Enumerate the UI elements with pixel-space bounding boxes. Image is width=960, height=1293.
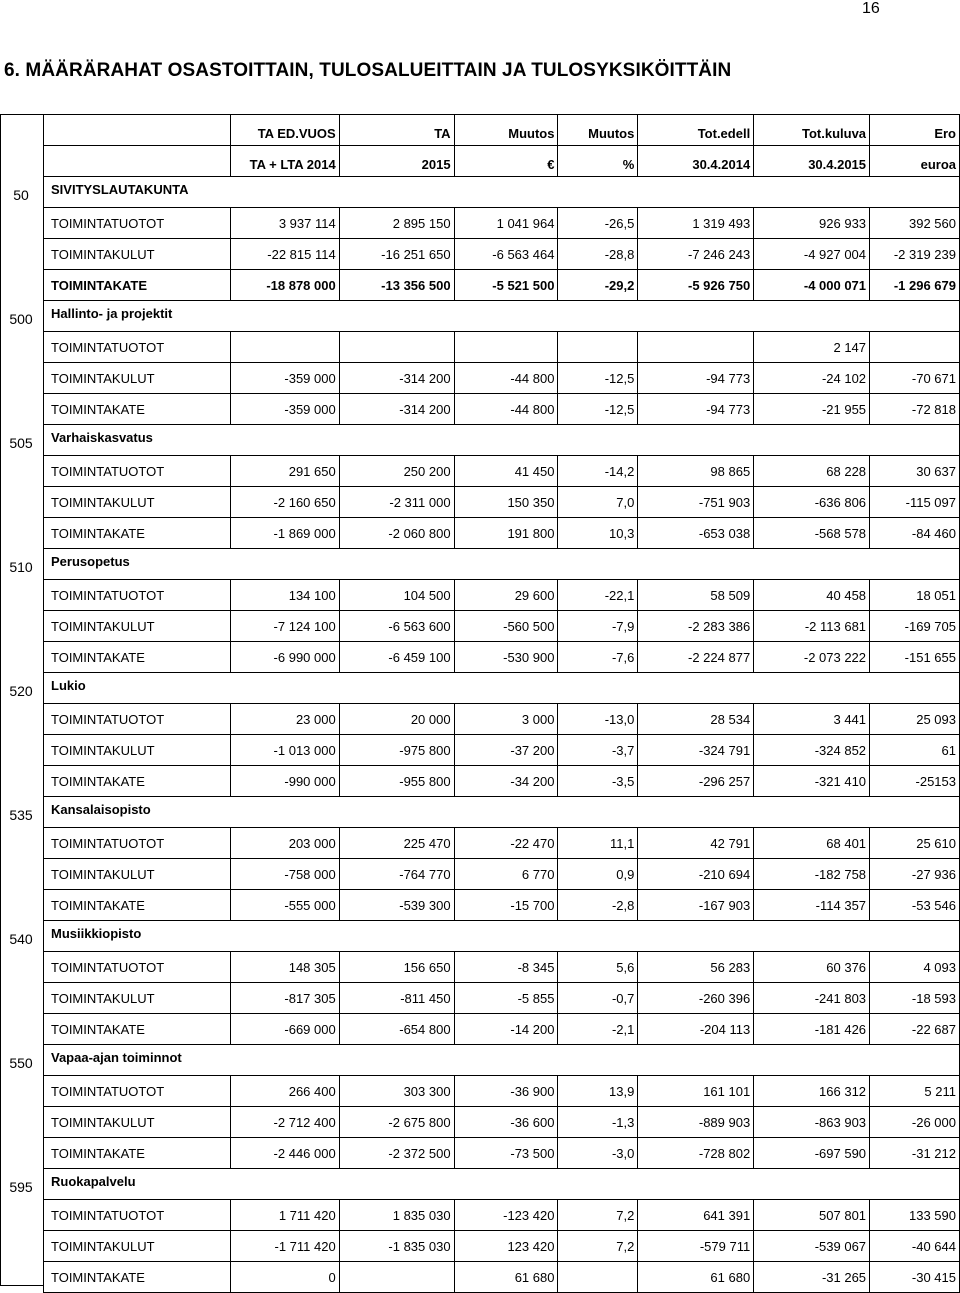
header-cell: 2015 bbox=[339, 146, 454, 177]
row-label: TOIMINTAKULUT bbox=[44, 611, 231, 642]
cell-ero: -25153 bbox=[870, 766, 960, 797]
cell-tot-edell: 641 391 bbox=[638, 1200, 754, 1231]
cell-ero: -72 818 bbox=[870, 394, 960, 425]
header-cell bbox=[44, 146, 231, 177]
table-row bbox=[44, 1014, 960, 1045]
section-row bbox=[44, 301, 960, 332]
cell-ero: 61 bbox=[870, 735, 960, 766]
row-label: TOIMINTATUOTOT bbox=[44, 208, 231, 239]
cell-ta-ed-vuos: -990 000 bbox=[230, 766, 339, 797]
cell-muutos-pct: -0,7 bbox=[558, 983, 638, 1014]
cell-tot-kuluva: 926 933 bbox=[754, 208, 870, 239]
cell-ta: -975 800 bbox=[339, 735, 454, 766]
row-label: TOIMINTAKULUT bbox=[44, 239, 231, 270]
cell-tot-kuluva: -568 578 bbox=[754, 518, 870, 549]
row-label: TOIMINTAKATE bbox=[44, 270, 231, 301]
row-label: TOIMINTATUOTOT bbox=[44, 1200, 231, 1231]
unit-code: 500 bbox=[9, 311, 33, 327]
cell-tot-edell: -296 257 bbox=[638, 766, 754, 797]
cell-ero: -53 546 bbox=[870, 890, 960, 921]
cell-muutos-eur: -560 500 bbox=[454, 611, 558, 642]
cell-ta: -654 800 bbox=[339, 1014, 454, 1045]
cell-tot-edell bbox=[638, 332, 754, 363]
cell-muutos-eur bbox=[454, 332, 558, 363]
budget-table bbox=[43, 114, 960, 1293]
cell-muutos-eur: -34 200 bbox=[454, 766, 558, 797]
table-row bbox=[44, 270, 960, 301]
section-name: Perusopetus bbox=[44, 549, 960, 580]
cell-ta-ed-vuos: 203 000 bbox=[230, 828, 339, 859]
cell-tot-edell: -167 903 bbox=[638, 890, 754, 921]
row-label: TOIMINTAKULUT bbox=[44, 983, 231, 1014]
row-label: TOIMINTATUOTOT bbox=[44, 332, 231, 363]
cell-ero: 25 610 bbox=[870, 828, 960, 859]
cell-ta: -6 563 600 bbox=[339, 611, 454, 642]
table-row bbox=[44, 1138, 960, 1169]
cell-tot-edell: 161 101 bbox=[638, 1076, 754, 1107]
section-name: Lukio bbox=[44, 673, 960, 704]
table-row bbox=[44, 983, 960, 1014]
section-row bbox=[44, 549, 960, 580]
cell-muutos-eur: -44 800 bbox=[454, 363, 558, 394]
cell-tot-kuluva: 507 801 bbox=[754, 1200, 870, 1231]
cell-muutos-eur: -14 200 bbox=[454, 1014, 558, 1045]
cell-ta: -1 835 030 bbox=[339, 1231, 454, 1262]
cell-ta-ed-vuos: -669 000 bbox=[230, 1014, 339, 1045]
cell-ta-ed-vuos: -18 878 000 bbox=[230, 270, 339, 301]
table-row bbox=[44, 1107, 960, 1138]
cell-muutos-pct: -2,8 bbox=[558, 890, 638, 921]
section-name: Hallinto- ja projektit bbox=[44, 301, 960, 332]
row-label: TOIMINTAKULUT bbox=[44, 1231, 231, 1262]
row-label: TOIMINTAKATE bbox=[44, 518, 231, 549]
cell-tot-edell: -728 802 bbox=[638, 1138, 754, 1169]
cell-ta: 303 300 bbox=[339, 1076, 454, 1107]
cell-ta: 104 500 bbox=[339, 580, 454, 611]
table-row bbox=[44, 766, 960, 797]
cell-tot-kuluva: 60 376 bbox=[754, 952, 870, 983]
cell-ta bbox=[339, 1262, 454, 1293]
cell-tot-kuluva: 166 312 bbox=[754, 1076, 870, 1107]
table-row bbox=[44, 952, 960, 983]
table-row bbox=[44, 890, 960, 921]
cell-tot-kuluva: -2 113 681 bbox=[754, 611, 870, 642]
row-label: TOIMINTAKULUT bbox=[44, 1107, 231, 1138]
cell-ta-ed-vuos: -2 446 000 bbox=[230, 1138, 339, 1169]
table-row bbox=[44, 208, 960, 239]
section-name: Kansalaisopisto bbox=[44, 797, 960, 828]
cell-ta-ed-vuos: -2 712 400 bbox=[230, 1107, 339, 1138]
cell-ta: -764 770 bbox=[339, 859, 454, 890]
header-cell: Muutos bbox=[558, 115, 638, 146]
cell-tot-kuluva: 68 401 bbox=[754, 828, 870, 859]
cell-ero: -84 460 bbox=[870, 518, 960, 549]
cell-tot-edell: -324 791 bbox=[638, 735, 754, 766]
cell-ero: 25 093 bbox=[870, 704, 960, 735]
unit-code: 520 bbox=[9, 683, 33, 699]
table-row bbox=[44, 828, 960, 859]
cell-tot-edell: -210 694 bbox=[638, 859, 754, 890]
cell-tot-edell: -94 773 bbox=[638, 394, 754, 425]
section-row bbox=[44, 921, 960, 952]
cell-ta-ed-vuos: -1 013 000 bbox=[230, 735, 339, 766]
cell-muutos-pct: -3,7 bbox=[558, 735, 638, 766]
cell-ero: 5 211 bbox=[870, 1076, 960, 1107]
cell-muutos-eur: -530 900 bbox=[454, 642, 558, 673]
row-label: TOIMINTAKULUT bbox=[44, 735, 231, 766]
row-label: TOIMINTAKATE bbox=[44, 766, 231, 797]
cell-ero: 18 051 bbox=[870, 580, 960, 611]
table-row bbox=[44, 704, 960, 735]
cell-ta-ed-vuos: 3 937 114 bbox=[230, 208, 339, 239]
section-row bbox=[44, 1169, 960, 1200]
section-row bbox=[44, 425, 960, 456]
cell-muutos-eur: -37 200 bbox=[454, 735, 558, 766]
section-name: Ruokapalvelu bbox=[44, 1169, 960, 1200]
cell-muutos-pct: -14,2 bbox=[558, 456, 638, 487]
cell-ta: 2 895 150 bbox=[339, 208, 454, 239]
cell-ta-ed-vuos: -22 815 114 bbox=[230, 239, 339, 270]
cell-ta-ed-vuos: -758 000 bbox=[230, 859, 339, 890]
table-row bbox=[44, 394, 960, 425]
cell-tot-edell: -5 926 750 bbox=[638, 270, 754, 301]
cell-tot-kuluva: -4 927 004 bbox=[754, 239, 870, 270]
row-label: TOIMINTAKATE bbox=[44, 1138, 231, 1169]
cell-tot-kuluva: -182 758 bbox=[754, 859, 870, 890]
cell-ero: 4 093 bbox=[870, 952, 960, 983]
cell-muutos-eur: -8 345 bbox=[454, 952, 558, 983]
row-label: TOIMINTATUOTOT bbox=[44, 456, 231, 487]
cell-ta-ed-vuos: -555 000 bbox=[230, 890, 339, 921]
cell-ero: -18 593 bbox=[870, 983, 960, 1014]
cell-ero: 30 637 bbox=[870, 456, 960, 487]
cell-muutos-pct bbox=[558, 1262, 638, 1293]
cell-muutos-eur: -44 800 bbox=[454, 394, 558, 425]
row-label: TOIMINTAKULUT bbox=[44, 487, 231, 518]
header-cell: euroa bbox=[870, 146, 960, 177]
cell-tot-edell: 56 283 bbox=[638, 952, 754, 983]
cell-ta-ed-vuos: 1 711 420 bbox=[230, 1200, 339, 1231]
cell-muutos-pct: 7,2 bbox=[558, 1200, 638, 1231]
cell-tot-edell: 58 509 bbox=[638, 580, 754, 611]
cell-ero: -115 097 bbox=[870, 487, 960, 518]
header-row bbox=[44, 146, 960, 177]
cell-ta-ed-vuos: 291 650 bbox=[230, 456, 339, 487]
cell-muutos-pct: -7,9 bbox=[558, 611, 638, 642]
cell-tot-edell: -653 038 bbox=[638, 518, 754, 549]
cell-tot-edell: 42 791 bbox=[638, 828, 754, 859]
cell-muutos-eur: -5 855 bbox=[454, 983, 558, 1014]
cell-tot-kuluva: -697 590 bbox=[754, 1138, 870, 1169]
cell-tot-edell: -2 283 386 bbox=[638, 611, 754, 642]
cell-ta-ed-vuos: 23 000 bbox=[230, 704, 339, 735]
unit-code: 535 bbox=[9, 807, 33, 823]
unit-code: 540 bbox=[9, 931, 33, 947]
row-label: TOIMINTAKULUT bbox=[44, 859, 231, 890]
cell-ta-ed-vuos: -7 124 100 bbox=[230, 611, 339, 642]
cell-ero: -2 319 239 bbox=[870, 239, 960, 270]
row-label: TOIMINTATUOTOT bbox=[44, 580, 231, 611]
cell-muutos-pct bbox=[558, 332, 638, 363]
cell-muutos-eur: 1 041 964 bbox=[454, 208, 558, 239]
unit-code: 595 bbox=[9, 1179, 33, 1195]
cell-tot-edell: -889 903 bbox=[638, 1107, 754, 1138]
cell-muutos-eur: 29 600 bbox=[454, 580, 558, 611]
table-row bbox=[44, 487, 960, 518]
cell-ta-ed-vuos: 266 400 bbox=[230, 1076, 339, 1107]
cell-muutos-pct: 11,1 bbox=[558, 828, 638, 859]
cell-muutos-pct: 10,3 bbox=[558, 518, 638, 549]
cell-ero: 392 560 bbox=[870, 208, 960, 239]
cell-tot-edell: 28 534 bbox=[638, 704, 754, 735]
cell-tot-edell: -2 224 877 bbox=[638, 642, 754, 673]
cell-muutos-pct: -3,0 bbox=[558, 1138, 638, 1169]
cell-ero: -31 212 bbox=[870, 1138, 960, 1169]
cell-ta bbox=[339, 332, 454, 363]
cell-ero: -40 644 bbox=[870, 1231, 960, 1262]
header-cell: € bbox=[454, 146, 558, 177]
cell-ta-ed-vuos: -6 990 000 bbox=[230, 642, 339, 673]
cell-muutos-eur: 191 800 bbox=[454, 518, 558, 549]
cell-ta-ed-vuos: -359 000 bbox=[230, 363, 339, 394]
cell-ta-ed-vuos: -817 305 bbox=[230, 983, 339, 1014]
cell-ta: -16 251 650 bbox=[339, 239, 454, 270]
section-row bbox=[44, 177, 960, 208]
cell-ta-ed-vuos: 134 100 bbox=[230, 580, 339, 611]
cell-ta: 20 000 bbox=[339, 704, 454, 735]
cell-ta: -811 450 bbox=[339, 983, 454, 1014]
cell-tot-edell: -7 246 243 bbox=[638, 239, 754, 270]
table-row bbox=[44, 1076, 960, 1107]
cell-muutos-pct: -1,3 bbox=[558, 1107, 638, 1138]
cell-ta: -2 675 800 bbox=[339, 1107, 454, 1138]
cell-muutos-pct: -26,5 bbox=[558, 208, 638, 239]
header-cell: TA + LTA 2014 bbox=[230, 146, 339, 177]
cell-muutos-eur: 123 420 bbox=[454, 1231, 558, 1262]
cell-tot-edell: -204 113 bbox=[638, 1014, 754, 1045]
cell-muutos-pct: -29,2 bbox=[558, 270, 638, 301]
cell-tot-kuluva: -324 852 bbox=[754, 735, 870, 766]
cell-tot-edell: -94 773 bbox=[638, 363, 754, 394]
cell-tot-edell: 98 865 bbox=[638, 456, 754, 487]
cell-muutos-pct: -28,8 bbox=[558, 239, 638, 270]
cell-ero: -169 705 bbox=[870, 611, 960, 642]
header-cell: 30.4.2014 bbox=[638, 146, 754, 177]
cell-ta: -955 800 bbox=[339, 766, 454, 797]
cell-muutos-eur: 41 450 bbox=[454, 456, 558, 487]
cell-ta: 250 200 bbox=[339, 456, 454, 487]
cell-ero: -151 655 bbox=[870, 642, 960, 673]
unit-code-column bbox=[0, 114, 44, 1286]
cell-ta: -314 200 bbox=[339, 363, 454, 394]
cell-ta: 156 650 bbox=[339, 952, 454, 983]
cell-muutos-pct: -12,5 bbox=[558, 363, 638, 394]
cell-tot-kuluva: -241 803 bbox=[754, 983, 870, 1014]
header-cell: 30.4.2015 bbox=[754, 146, 870, 177]
cell-muutos-eur: -5 521 500 bbox=[454, 270, 558, 301]
header-row bbox=[44, 115, 960, 146]
table-row bbox=[44, 1231, 960, 1262]
cell-ero: -26 000 bbox=[870, 1107, 960, 1138]
table-row bbox=[44, 859, 960, 890]
cell-muutos-pct: 13,9 bbox=[558, 1076, 638, 1107]
cell-tot-kuluva: 2 147 bbox=[754, 332, 870, 363]
cell-tot-kuluva: -539 067 bbox=[754, 1231, 870, 1262]
header-cell: Muutos bbox=[454, 115, 558, 146]
cell-ta: -2 311 000 bbox=[339, 487, 454, 518]
unit-code: 505 bbox=[9, 435, 33, 451]
cell-ta-ed-vuos: -359 000 bbox=[230, 394, 339, 425]
cell-muutos-eur: -123 420 bbox=[454, 1200, 558, 1231]
cell-ero: 133 590 bbox=[870, 1200, 960, 1231]
cell-tot-edell: 61 680 bbox=[638, 1262, 754, 1293]
section-name: Musiikkiopisto bbox=[44, 921, 960, 952]
table-row bbox=[44, 518, 960, 549]
cell-ta-ed-vuos: -2 160 650 bbox=[230, 487, 339, 518]
cell-tot-kuluva: -636 806 bbox=[754, 487, 870, 518]
table-row bbox=[44, 456, 960, 487]
cell-ta-ed-vuos bbox=[230, 332, 339, 363]
cell-ero bbox=[870, 332, 960, 363]
cell-ta: -2 060 800 bbox=[339, 518, 454, 549]
unit-code: 550 bbox=[9, 1055, 33, 1071]
cell-tot-edell: -751 903 bbox=[638, 487, 754, 518]
cell-tot-kuluva: 40 458 bbox=[754, 580, 870, 611]
cell-muutos-eur: -22 470 bbox=[454, 828, 558, 859]
header-cell: TA ED.VUOS bbox=[230, 115, 339, 146]
section-name: Vapaa-ajan toiminnot bbox=[44, 1045, 960, 1076]
cell-ta: 225 470 bbox=[339, 828, 454, 859]
row-label: TOIMINTAKATE bbox=[44, 394, 231, 425]
cell-tot-edell: -579 711 bbox=[638, 1231, 754, 1262]
cell-tot-kuluva: -4 000 071 bbox=[754, 270, 870, 301]
row-label: TOIMINTATUOTOT bbox=[44, 1076, 231, 1107]
cell-tot-kuluva: -181 426 bbox=[754, 1014, 870, 1045]
cell-ero: -30 415 bbox=[870, 1262, 960, 1293]
table-row bbox=[44, 1262, 960, 1293]
cell-ero: -22 687 bbox=[870, 1014, 960, 1045]
cell-tot-kuluva: -863 903 bbox=[754, 1107, 870, 1138]
section-name: SIVITYSLAUTAKUNTA bbox=[44, 177, 960, 208]
cell-tot-kuluva: 3 441 bbox=[754, 704, 870, 735]
section-row bbox=[44, 797, 960, 828]
table-row bbox=[44, 239, 960, 270]
cell-muutos-pct: 7,0 bbox=[558, 487, 638, 518]
cell-tot-edell: 1 319 493 bbox=[638, 208, 754, 239]
page-heading: 6. MÄÄRÄRAHAT OSASTOITTAIN, TULOSALUEITTAIN JA TULOSYKSIKÖITTÄIN bbox=[4, 60, 732, 81]
header-cell: TA bbox=[339, 115, 454, 146]
row-label: TOIMINTAKATE bbox=[44, 1262, 231, 1293]
cell-muutos-eur: -36 900 bbox=[454, 1076, 558, 1107]
cell-muutos-eur: 61 680 bbox=[454, 1262, 558, 1293]
cell-muutos-eur: -36 600 bbox=[454, 1107, 558, 1138]
page-number: 16 bbox=[862, 0, 880, 17]
cell-ta: -539 300 bbox=[339, 890, 454, 921]
cell-ta-ed-vuos: 0 bbox=[230, 1262, 339, 1293]
cell-ta: 1 835 030 bbox=[339, 1200, 454, 1231]
cell-ero: -1 296 679 bbox=[870, 270, 960, 301]
header-cell: Ero bbox=[870, 115, 960, 146]
cell-muutos-pct: -13,0 bbox=[558, 704, 638, 735]
cell-muutos-eur: -73 500 bbox=[454, 1138, 558, 1169]
cell-muutos-eur: 150 350 bbox=[454, 487, 558, 518]
cell-tot-kuluva: -321 410 bbox=[754, 766, 870, 797]
table-row bbox=[44, 580, 960, 611]
cell-ero: -70 671 bbox=[870, 363, 960, 394]
cell-ta: -314 200 bbox=[339, 394, 454, 425]
unit-code: 50 bbox=[13, 187, 29, 203]
cell-muutos-pct: 5,6 bbox=[558, 952, 638, 983]
table-row bbox=[44, 642, 960, 673]
cell-ta: -13 356 500 bbox=[339, 270, 454, 301]
table-row bbox=[44, 332, 960, 363]
cell-ero: -27 936 bbox=[870, 859, 960, 890]
cell-muutos-eur: -15 700 bbox=[454, 890, 558, 921]
cell-ta: -2 372 500 bbox=[339, 1138, 454, 1169]
cell-muutos-pct: -3,5 bbox=[558, 766, 638, 797]
cell-ta-ed-vuos: -1 711 420 bbox=[230, 1231, 339, 1262]
cell-tot-kuluva: -24 102 bbox=[754, 363, 870, 394]
cell-ta: -6 459 100 bbox=[339, 642, 454, 673]
cell-ta-ed-vuos: 148 305 bbox=[230, 952, 339, 983]
cell-muutos-eur: 3 000 bbox=[454, 704, 558, 735]
section-row bbox=[44, 1045, 960, 1076]
row-label: TOIMINTAKATE bbox=[44, 1014, 231, 1045]
row-label: TOIMINTATUOTOT bbox=[44, 828, 231, 859]
unit-code: 510 bbox=[9, 559, 33, 575]
header-cell: Tot.kuluva bbox=[754, 115, 870, 146]
cell-muutos-eur: -6 563 464 bbox=[454, 239, 558, 270]
table-row bbox=[44, 735, 960, 766]
cell-tot-kuluva: -21 955 bbox=[754, 394, 870, 425]
row-label: TOIMINTAKATE bbox=[44, 890, 231, 921]
table-row bbox=[44, 611, 960, 642]
cell-tot-edell: -260 396 bbox=[638, 983, 754, 1014]
row-label: TOIMINTATUOTOT bbox=[44, 952, 231, 983]
section-row bbox=[44, 673, 960, 704]
cell-muutos-pct: -12,5 bbox=[558, 394, 638, 425]
cell-tot-kuluva: -114 357 bbox=[754, 890, 870, 921]
cell-tot-kuluva: 68 228 bbox=[754, 456, 870, 487]
header-cell: % bbox=[558, 146, 638, 177]
row-label: TOIMINTAKULUT bbox=[44, 363, 231, 394]
cell-ta-ed-vuos: -1 869 000 bbox=[230, 518, 339, 549]
cell-muutos-pct: -22,1 bbox=[558, 580, 638, 611]
cell-tot-kuluva: -31 265 bbox=[754, 1262, 870, 1293]
row-label: TOIMINTAKATE bbox=[44, 642, 231, 673]
table-row bbox=[44, 1200, 960, 1231]
header-cell bbox=[44, 115, 231, 146]
cell-muutos-pct: -2,1 bbox=[558, 1014, 638, 1045]
cell-muutos-pct: 7,2 bbox=[558, 1231, 638, 1262]
table-row bbox=[44, 363, 960, 394]
row-label: TOIMINTATUOTOT bbox=[44, 704, 231, 735]
cell-muutos-pct: -7,6 bbox=[558, 642, 638, 673]
cell-muutos-pct: 0,9 bbox=[558, 859, 638, 890]
cell-tot-kuluva: -2 073 222 bbox=[754, 642, 870, 673]
header-cell: Tot.edell bbox=[638, 115, 754, 146]
section-name: Varhaiskasvatus bbox=[44, 425, 960, 456]
cell-muutos-eur: 6 770 bbox=[454, 859, 558, 890]
